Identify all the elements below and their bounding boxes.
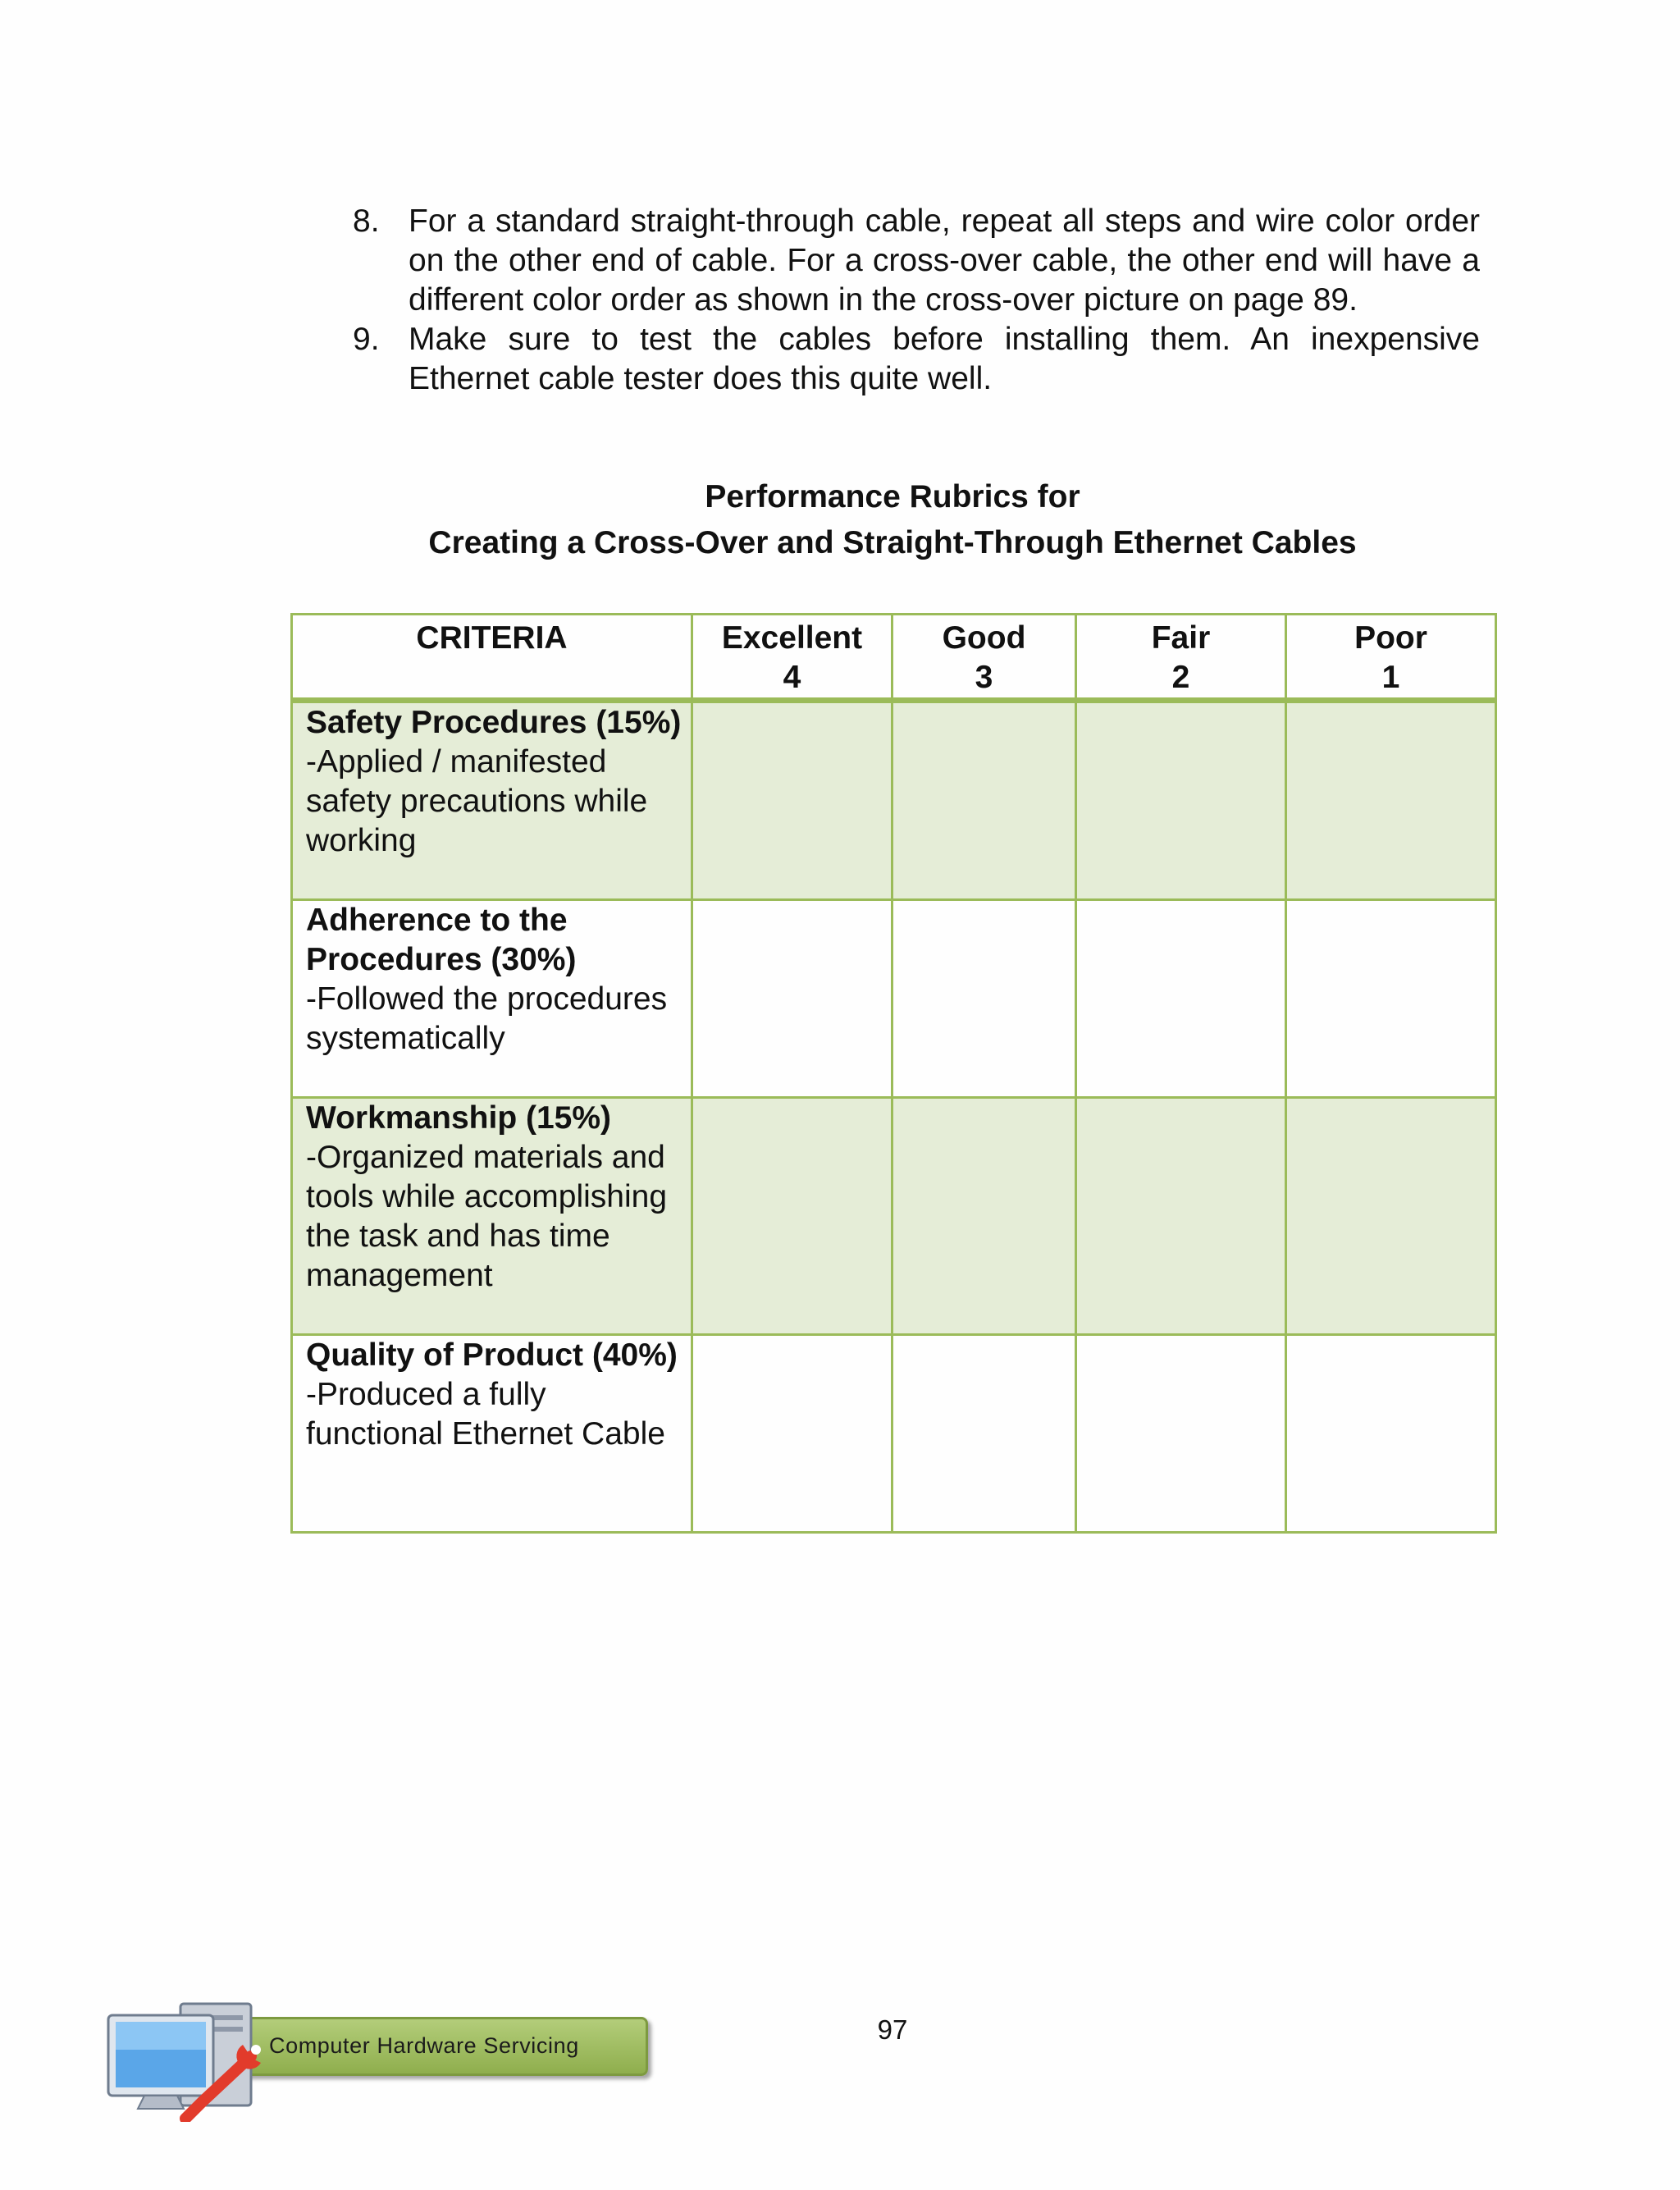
criteria-cell xyxy=(292,1335,692,1533)
score-cell-excellent[interactable] xyxy=(692,900,892,1098)
score-cell-excellent[interactable] xyxy=(692,1098,892,1335)
table-row xyxy=(292,1335,1496,1533)
footer-banner-text: Computer Hardware Servicing xyxy=(269,2033,579,2058)
header-fair: Fair 2 xyxy=(1076,615,1286,701)
criteria-description: -Applied / manifested safety precautions while working xyxy=(306,744,648,858)
header-poor: Poor 1 xyxy=(1286,615,1496,701)
score-cell-poor[interactable] xyxy=(1286,1098,1496,1335)
instruction-steps xyxy=(353,202,1480,399)
rubric-header-row xyxy=(292,615,1496,701)
step-text: Make sure to test the cables before installing them. An inexpensive Ethernet cable tester does this quite well. xyxy=(409,322,1480,396)
criteria-cell xyxy=(292,900,692,1098)
table-row xyxy=(292,900,1496,1098)
criteria-title: Adherence to the Procedures (30%) xyxy=(306,903,577,977)
criteria-cell xyxy=(292,701,692,900)
score-cell-excellent[interactable] xyxy=(692,701,892,900)
score-cell-poor[interactable] xyxy=(1286,1335,1496,1533)
criteria-title: Quality of Product (40%) xyxy=(306,1337,678,1373)
score-cell-fair[interactable] xyxy=(1076,701,1286,900)
criteria-description: -Organized materials and tools while accomplishing the task and has time management xyxy=(306,1140,668,1293)
score-cell-good[interactable] xyxy=(892,900,1076,1098)
score-cell-good[interactable] xyxy=(892,1098,1076,1335)
header-criteria: CRITERIA xyxy=(292,615,692,701)
header-good: Good 3 xyxy=(892,615,1076,701)
table-row xyxy=(292,701,1496,900)
criteria-cell xyxy=(292,1098,692,1335)
criteria-description: -Followed the procedures systematically xyxy=(306,981,668,1056)
score-cell-good[interactable] xyxy=(892,1335,1076,1533)
score-cell-fair[interactable] xyxy=(1076,1335,1286,1533)
header-excellent: Excellent 4 xyxy=(692,615,892,701)
computer-wrench-icon xyxy=(105,1999,656,2122)
score-cell-excellent[interactable] xyxy=(692,1335,892,1533)
step-number: 9. xyxy=(353,322,380,357)
step-text: For a standard straight-through cable, repeat all steps and wire color order on the other end of cable. For a cross-over cable, the other end will have a different color order as shown in the cross-over picture on page 89. xyxy=(409,203,1480,318)
page-number: 97 xyxy=(877,2014,908,2045)
score-cell-fair[interactable] xyxy=(1076,900,1286,1098)
table-row xyxy=(292,1098,1496,1335)
step-item xyxy=(353,320,1480,399)
rubric-table xyxy=(290,613,1497,1534)
criteria-title: Workmanship (15%) xyxy=(306,1100,612,1136)
criteria-title: Safety Procedures (15%) xyxy=(306,705,682,740)
rubric-subtitle: Creating a Cross-Over and Straight-Through Ethernet Cables xyxy=(428,525,1357,560)
score-cell-poor[interactable] xyxy=(1286,900,1496,1098)
rubric-title: Performance Rubrics for xyxy=(705,479,1080,514)
score-cell-good[interactable] xyxy=(892,701,1076,900)
score-cell-poor[interactable] xyxy=(1286,701,1496,900)
score-cell-fair[interactable] xyxy=(1076,1098,1286,1335)
step-number: 8. xyxy=(353,203,380,239)
criteria-description: -Produced a fully functional Ethernet Cable xyxy=(306,1377,665,1452)
step-item xyxy=(353,202,1480,320)
